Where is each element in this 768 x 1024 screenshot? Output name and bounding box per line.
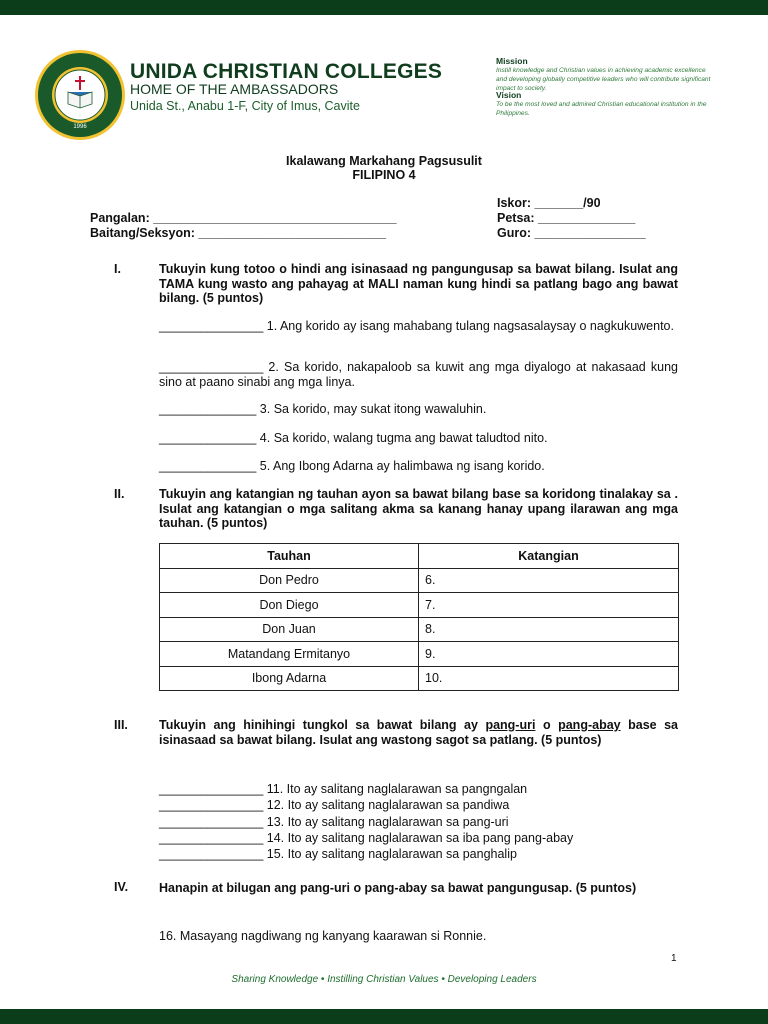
school-name: UNIDA CHRISTIAN COLLEGES — [130, 60, 443, 83]
character-name: Don Juan — [160, 617, 419, 642]
trait-cell: 10. — [419, 666, 679, 691]
instruction-text: base sa isinasaad sa bawat bilang. Isulat ang wastong sagot sa patlang. (5 puntos) — [159, 718, 679, 747]
character-name: Don Pedro — [160, 568, 419, 593]
question-item: _______________ 11. Ito ay salitang naglalarawan sa pangngalan — [159, 782, 528, 796]
question-item: _______________ 14. Ito ay salitang naglalarawan sa iba pang pang-abay — [159, 831, 574, 845]
section-1-instruction: Tukuyin kung totoo o hindi ang isinasaad ng pangungusap sa bawat bilang. Isulat ang TAMA kung wasto ang pahayag at MALI naman kung hindi sa patlang bago ang bawat bilang. (5 puntos) — [159, 262, 678, 305]
table-row — [160, 593, 679, 618]
petsa-field: Petsa: ______________ — [497, 211, 636, 225]
question-item: _______________ 2. Sa korido, nakapaloob sa kuwit ang mga diyalogo at nakasaad kung sino at paano sinabi ang mga linya. — [159, 360, 682, 389]
subject-title: FILIPINO 4 — [352, 168, 416, 182]
trait-cell: 7. — [419, 593, 679, 618]
table-row — [160, 642, 679, 667]
baitang-field: Baitang/Seksyon: ___________________________ — [90, 226, 387, 240]
question-item: _______________ 1. Ang korido ay isang mahabang tulang nagsasalaysay o nagkukuwento. — [159, 319, 674, 333]
page-number: 1 — [671, 953, 677, 964]
question-item: _______________ 15. Ito ay salitang naglalarawan sa panghalip — [159, 847, 517, 861]
trait-cell: 8. — [419, 617, 679, 642]
vision-text: To be the most loved and admired Christian educational institution in the Philippines. — [496, 101, 707, 117]
question-item: _______________ 12. Ito ay salitang naglalarawan sa pandiwa — [159, 798, 510, 812]
section-3-instruction — [159, 718, 678, 747]
guro-field: Guro: ________________ — [497, 226, 646, 240]
top-border-bar — [0, 0, 768, 15]
character-name: Don Diego — [160, 593, 419, 618]
exam-title: Ikalawang Markahang Pagsusulit — [286, 154, 482, 168]
trait-cell: 6. — [419, 568, 679, 593]
question-item: _______________ 13. Ito ay salitang naglalarawan sa pang-uri — [159, 815, 509, 829]
school-address: Unida St., Anabu 1-F, City of Imus, Cavite — [130, 99, 360, 113]
vision-title: Vision — [496, 90, 522, 100]
section-1-numeral: I. — [114, 262, 121, 276]
trait-cell: 9. — [419, 642, 679, 667]
section-3-numeral: III. — [114, 718, 128, 732]
school-tagline: HOME OF THE AMBASSADORS — [130, 81, 339, 97]
question-item: 16. Masayang nagdiwang ng kanyang kaarawan si Ronnie. — [159, 929, 487, 943]
section-4-instruction: Hanapin at bilugan ang pang-uri o pang-abay sa bawat pangungusap. (5 puntos) — [159, 881, 637, 895]
underlined-term: pang-abay — [558, 718, 621, 732]
table-row — [160, 666, 679, 691]
mission-title: Mission — [496, 56, 528, 66]
character-traits-table — [159, 543, 679, 691]
table-row — [160, 617, 679, 642]
bottom-border-bar — [0, 1009, 768, 1024]
section-4-numeral: IV. — [114, 880, 129, 894]
table-header-row — [160, 544, 679, 569]
table-row — [160, 568, 679, 593]
school-seal-logo — [33, 48, 127, 142]
mission-text: Instill knowledge and Christian values in achieving academic excellence and developing globally competitive leaders who will contribute significant impact to society. — [496, 67, 711, 92]
instruction-text: o — [535, 718, 559, 732]
instruction-text: Tukuyin ang hinihingi tungkol sa bawat bilang ay — [159, 718, 486, 732]
column-header: Katangian — [419, 544, 679, 569]
iskor-field: Iskor: _______/90 — [497, 196, 601, 210]
column-header: Tauhan — [160, 544, 419, 569]
character-name: Matandang Ermitanyo — [160, 642, 419, 667]
pangalan-field: Pangalan: ___________________________________ — [90, 211, 397, 225]
section-2-instruction: Tukuyin ang katangian ng tauhan ayon sa bawat bilang base sa koridong tinalakay sa . Isulat ang katangian o mga salitang akma sa kanang hanay upang ilarawan ang mga tauhan. (5 puntos) — [159, 487, 678, 530]
question-item: ______________ 3. Sa korido, may sukat itong wawaluhin. — [159, 402, 487, 416]
logo-year: 1996 — [73, 124, 87, 130]
character-name: Ibong Adarna — [160, 666, 419, 691]
question-item: ______________ 4. Sa korido, walang tugma ang bawat taludtod nito. — [159, 431, 548, 445]
footer-motto: Sharing Knowledge • Instilling Christian Values • Developing Leaders — [231, 974, 537, 985]
underlined-term: pang-uri — [485, 718, 536, 732]
question-item: ______________ 5. Ang Ibong Adarna ay halimbawa ng isang korido. — [159, 459, 545, 473]
section-2-numeral: II. — [114, 487, 125, 501]
